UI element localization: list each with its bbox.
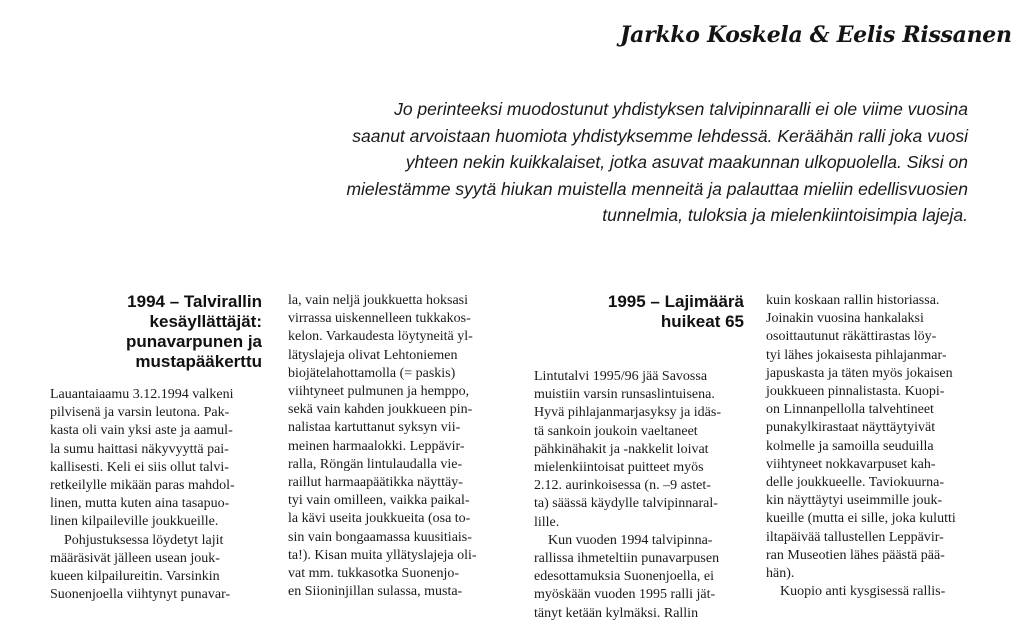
text-line: sekä vain kahden joukkueen pin-	[288, 402, 473, 418]
text-line: hän).	[766, 566, 795, 582]
text-line: lille.	[534, 514, 560, 530]
text-line: määräsivät jälleen usean jouk-	[50, 550, 220, 566]
text-line: viihtyneet nokkavarpuset kah-	[766, 456, 936, 472]
heading-line: punavarpunen ja	[125, 332, 262, 351]
text-line: Kun vuoden 1994 talvipinna-	[548, 532, 713, 548]
text-line: japuskasta ja täten myös jokaisen	[766, 365, 953, 381]
intro-line: saanut arvoistaan huomiota yhdistyksemme lehdessä. Keräähän ralli joka vuosi	[352, 125, 968, 146]
text-line: iltapäivää tallustellen Leppävir-	[766, 529, 944, 545]
text-line: tä sankoin joukoin vaeltaneet	[534, 423, 698, 439]
text-line: tänyt ketään kylmäksi. Rallin	[534, 605, 699, 621]
text-line: mielenkiintoisat puitteet myös	[534, 460, 704, 476]
text-line: meinen harmaalokki. Leppävir-	[288, 438, 465, 454]
text-line: pilvisenä ja varsin leutona. Pak-	[50, 405, 230, 421]
section-heading-1995	[534, 292, 744, 332]
text-line: edesottamuksia Suonenjoella, ei	[534, 569, 715, 585]
text-line: nalistaa kartuttanut syksyn vii-	[288, 420, 461, 436]
text-line: retkeilylle mikään paras mahdol-	[50, 478, 235, 494]
text-line: kueille (mutta ei sille, joka kulutti	[766, 511, 956, 527]
text-line: biojätelahottamolla (= paskis)	[288, 365, 456, 381]
text-line: kolmelle ja samoilla seuduilla	[766, 438, 934, 454]
text-line: sin vain bongaamassa kuusitiais-	[288, 529, 472, 545]
text-line: linen kilpaileville joukkueille.	[50, 514, 219, 530]
text-line: linen, mutta kuten aina tasapuo-	[50, 496, 230, 512]
intro-line: Jo perinteeksi muodostunut yhdistyksen talvipinnaralli ei ole viime vuosina	[394, 99, 968, 119]
text-line: la kävi useita joukkueita (osa to-	[288, 511, 471, 527]
text-line: ta!). Kisan muita yllätyslajeja oli-	[288, 547, 477, 563]
text-line: punakylkirastaat näyttäytyivät	[766, 420, 936, 436]
text-line: osoittautunut räkättirastas löy-	[766, 329, 937, 345]
text-line: rallissa ihmeteltiin punavarpusen	[534, 551, 720, 567]
text-line: delle joukkueelle. Taviokuurna-	[766, 475, 944, 491]
text-line: la sumu haittasi näkyvyyttä pai-	[50, 441, 229, 457]
text-line: raillut harmaapäätikka näyttäy-	[288, 475, 463, 491]
intro-line: yhteen nekin kuikkalaiset, jotka asuvat maakunnan ulkopuolella. Siksi on	[405, 152, 968, 172]
text-line: lätyslajeja olivat Lehtoniemen	[288, 347, 458, 363]
text-line: on Linnanpellolla talvehtineet	[766, 402, 934, 418]
column-1	[50, 292, 262, 604]
intro-line: tunnelmia, tuloksia ja mielenkiintoisimpia lajeja.	[602, 205, 968, 225]
text-line: Lauantaiaamu 3.12.1994 valkeni	[50, 387, 234, 402]
text-line: tyi vain omilleen, vaikka paikal-	[288, 493, 470, 509]
text-line: ta) säässä käydylle talvipinnaral-	[534, 496, 718, 512]
section-heading-1994	[50, 292, 262, 372]
text-line: kelon. Varkaudesta löytyneitä yl-	[288, 329, 473, 345]
text-line: viihtyneet pulmunen ja hemppo,	[288, 384, 470, 400]
text-line: ran Museotien lähes päästä pää-	[766, 547, 945, 563]
text-line: kueen kilpailureitin. Varsinkin	[50, 569, 220, 585]
heading-line: huikeat 65	[660, 312, 744, 331]
text-line: Pohjustuksessa löydetyt lajit	[64, 532, 224, 548]
intro-line: mielestämme syytä hiukan muistella menneitä ja palauttaa mieliin edellisvuosien	[346, 178, 968, 199]
heading-line: kesäyllättäjät:	[149, 312, 262, 331]
text-line: ralla, Röngän lintulaudalla vie-	[288, 456, 463, 472]
body-text	[534, 368, 744, 623]
heading-line: mustapääkerttu	[135, 352, 262, 371]
text-line: joukkueen pinnalistasta. Kuopi-	[766, 384, 945, 400]
text-line: kuin koskaan rallin historiassa.	[766, 293, 940, 308]
heading-line: 1995 – Lajimäärä	[607, 292, 744, 311]
text-line: Suonenjoella viihtynyt punavar-	[50, 587, 231, 603]
text-line: Lintutalvi 1995/96 jää Savossa	[534, 369, 708, 384]
column-3	[534, 292, 744, 623]
text-line: myöskään vuoden 1995 ralli jät-	[534, 587, 716, 603]
body-text	[766, 292, 980, 601]
heading-line: 1994 – Talvirallin	[127, 292, 262, 311]
column-4	[766, 292, 980, 601]
text-line: la, vain neljä joukkuetta hoksasi	[288, 293, 469, 308]
text-line: muistiin varsin runsaslintuisena.	[534, 387, 715, 403]
text-line: en Siioninjillan sulassa, musta-	[288, 584, 463, 600]
text-line: kin näyttäytyi useimmille jouk-	[766, 493, 943, 509]
text-line: Hyvä pihlajanmarjasyksy ja idäs-	[534, 405, 722, 421]
text-line: Kuopio anti kysgisessä rallis-	[780, 584, 946, 600]
text-line: kallisesti. Keli ei siis ollut talvi-	[50, 459, 229, 475]
text-line: virrassa uiskennelleen tukkakos-	[288, 311, 471, 327]
article-authors: Jarkko Koskela & Eelis Rissanen	[620, 22, 1012, 48]
text-line: vat mm. tukkasotka Suonenjo-	[288, 566, 460, 582]
text-line: Joinakin vuosina hankalaksi	[766, 311, 924, 327]
text-line: 2.12. aurinkoisessa (n. –9 astet-	[534, 478, 711, 494]
body-text	[288, 292, 498, 601]
article-intro	[282, 96, 968, 229]
text-line: tyi lähes jokaisesta pihlajanmar-	[766, 347, 947, 363]
text-line: kasta oli vain yksi aste ja aamul-	[50, 423, 233, 439]
column-2	[288, 292, 498, 601]
text-line: pähkinähakit ja -nakkelit loivat	[534, 441, 709, 457]
body-text	[50, 386, 262, 604]
